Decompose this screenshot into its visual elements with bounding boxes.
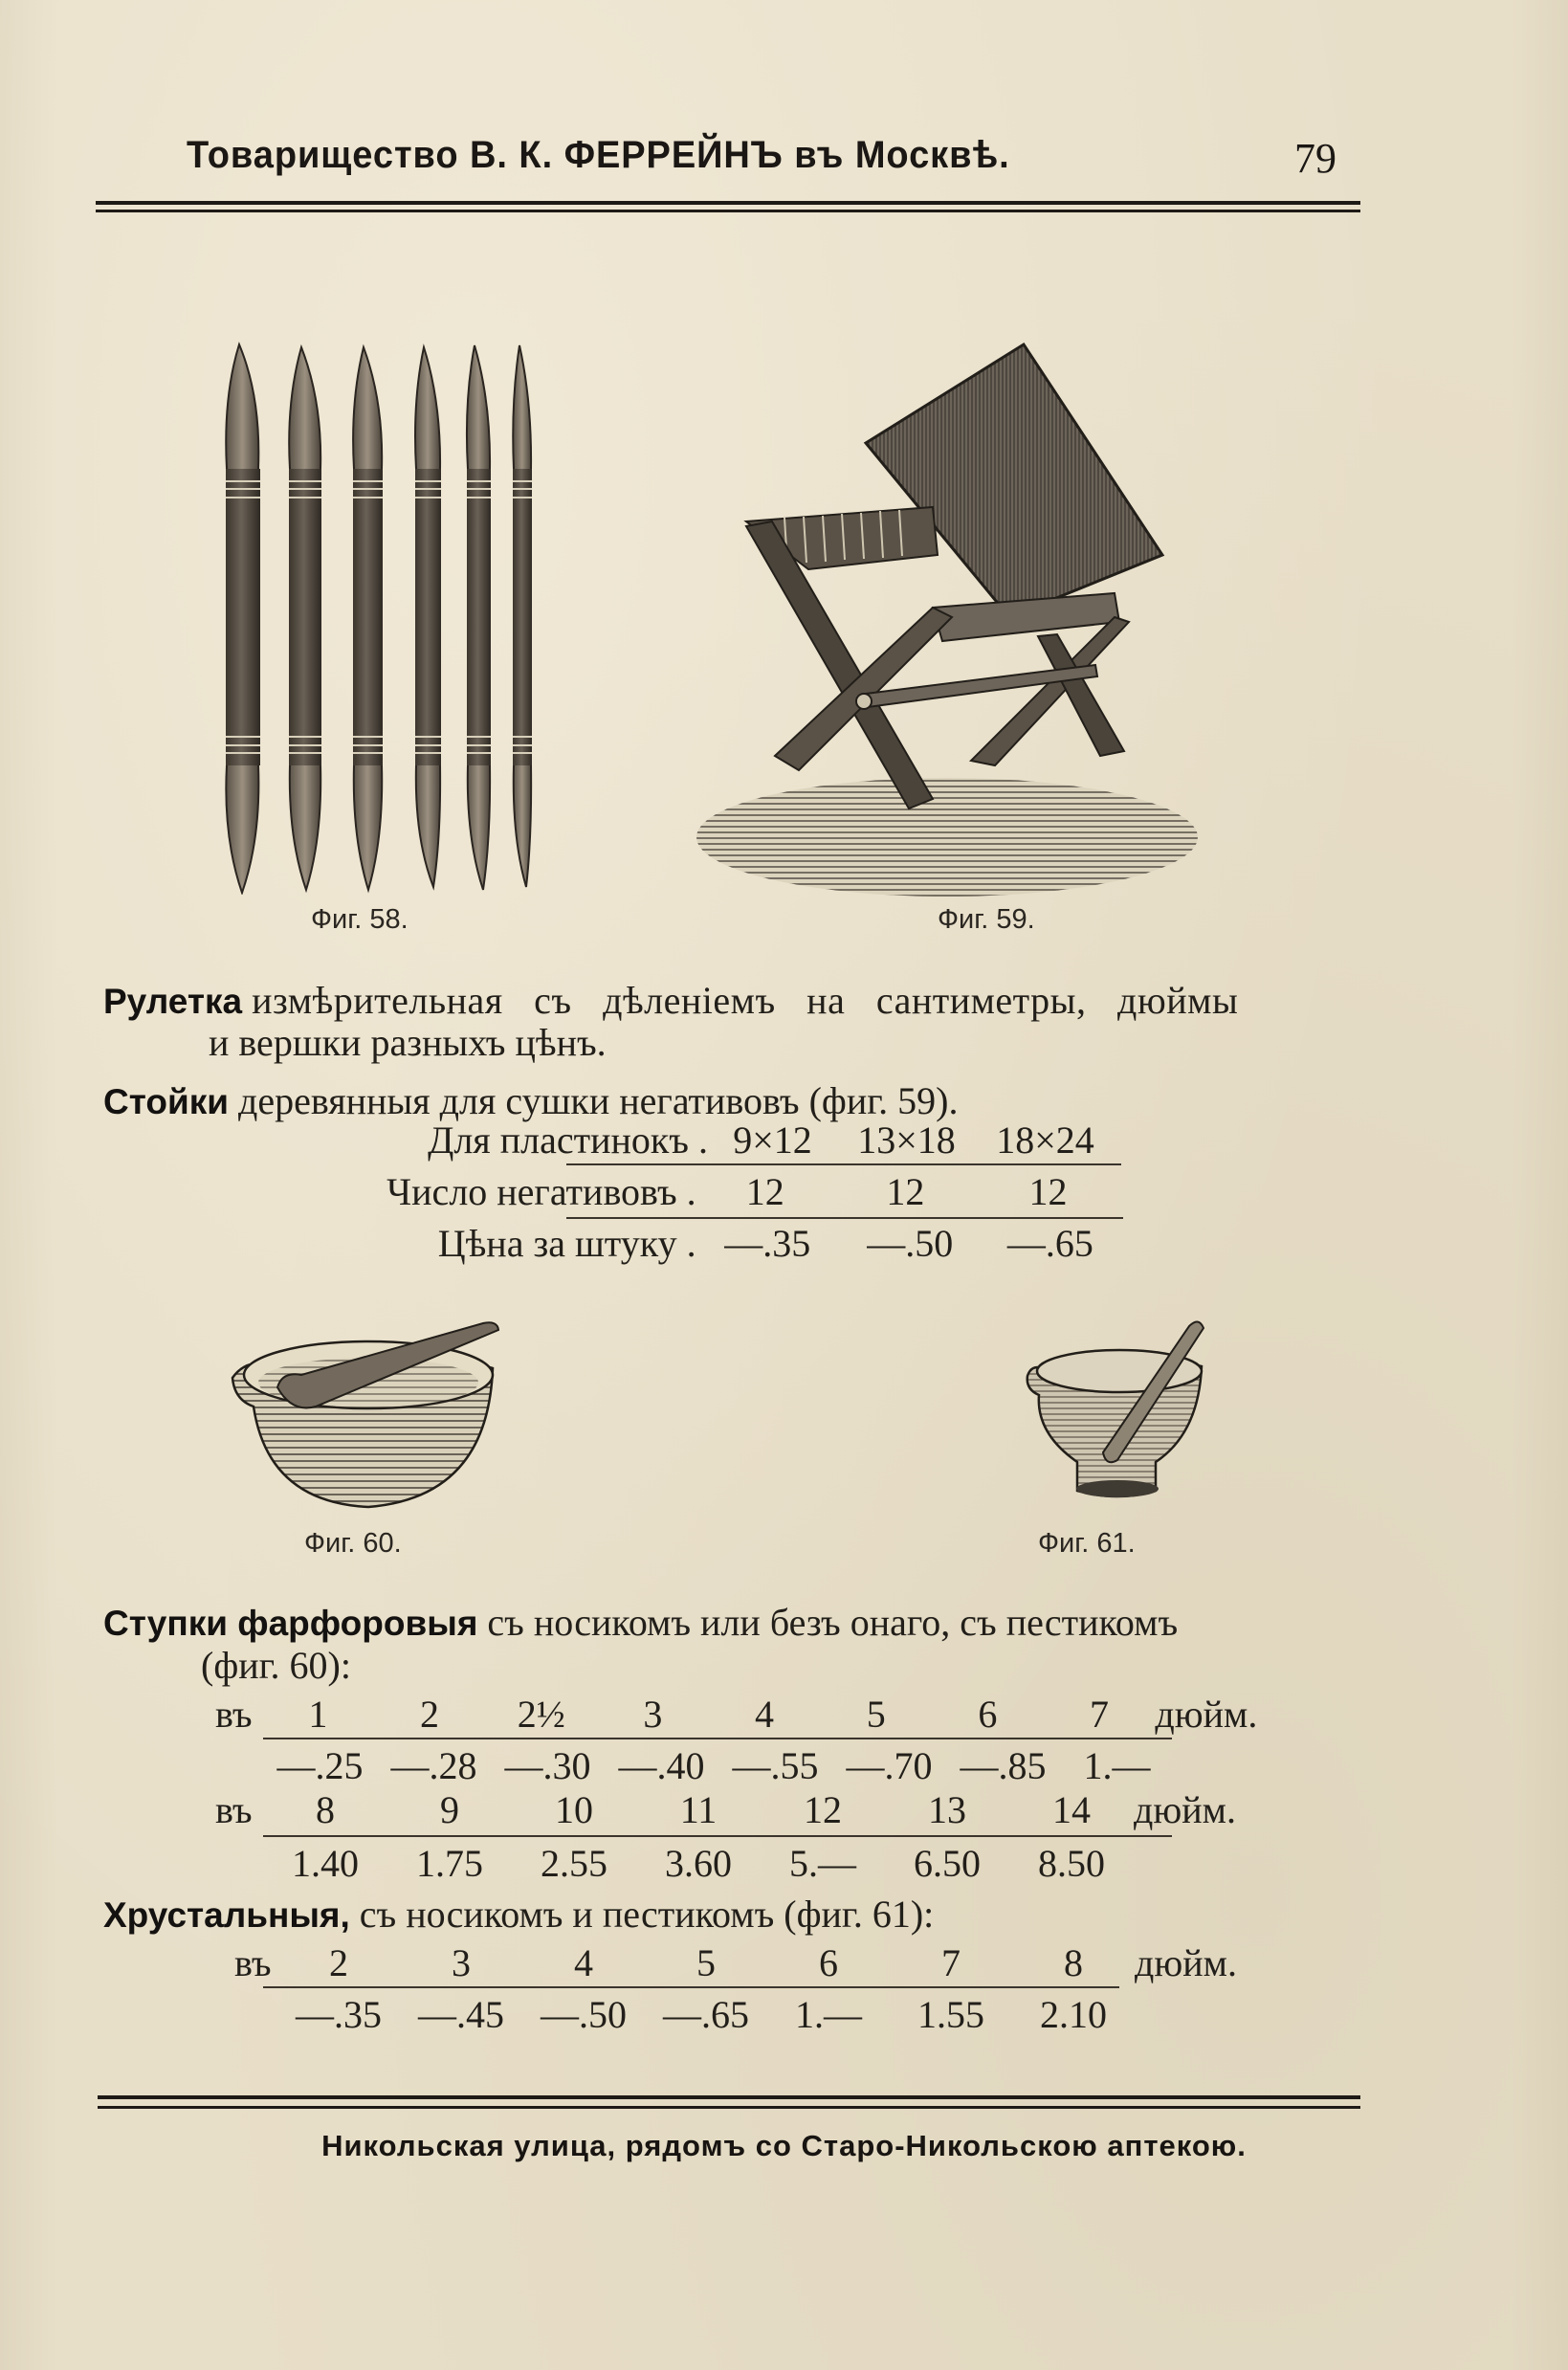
- tape-measure-description: измѣрительная съ дѣленіемъ на сантиметры, дюймы: [252, 979, 1239, 1022]
- table-cell: 11: [679, 1788, 718, 1831]
- table-row: [215, 1743, 1268, 1787]
- table-cell: 1.55: [917, 1993, 984, 2036]
- porcelain-mortars-lead: Ступки фарфоровыя: [103, 1604, 478, 1643]
- table-rule: [263, 1738, 1172, 1739]
- table-cell: 8: [1064, 1941, 1083, 1984]
- table-cell: 1: [308, 1693, 328, 1736]
- table-cell: 9: [440, 1788, 459, 1831]
- crystal-mortars-table: [234, 1940, 1268, 2036]
- table-cell: 12: [1028, 1170, 1068, 1213]
- figure-59-caption: Фиг. 59.: [938, 904, 1035, 935]
- table-row: [234, 1940, 1268, 1986]
- figure-61-caption: Фиг. 61.: [1038, 1528, 1136, 1559]
- tape-measure-lead: Рулетка: [103, 982, 243, 1021]
- racks-price-table: [316, 1118, 1119, 1269]
- racks-description: деревянныя для сушки негативовъ (фиг. 59).: [237, 1079, 959, 1122]
- size-prefix: въ: [215, 1788, 253, 1831]
- table-cell: —.35: [296, 1993, 382, 2036]
- table-rule: [263, 1835, 1172, 1837]
- footer-address: Никольская улица, рядомъ со Старо-Никольскою аптекою.: [321, 2129, 1247, 2162]
- porcelain-mortars-line-2: (фиг. 60):: [201, 1644, 351, 1687]
- porcelain-mortars-table: [215, 1692, 1268, 1885]
- table-cell: 12: [804, 1788, 842, 1831]
- table-cell: —.65: [663, 1993, 749, 2036]
- table-cell: 2½: [517, 1693, 565, 1736]
- figure-58: [215, 340, 541, 895]
- table-row: [234, 1992, 1268, 2036]
- table-cell: 3: [643, 1693, 663, 1736]
- size-unit: дюйм.: [1135, 1941, 1237, 1984]
- table-cell: —.30: [504, 1744, 591, 1787]
- table-cell: —.50: [541, 1993, 627, 2036]
- crystal-mortar-icon: [1022, 1318, 1213, 1510]
- tool-3: [353, 347, 383, 890]
- table-cell: 18×24: [996, 1119, 1094, 1162]
- table-cell: 13: [928, 1788, 966, 1831]
- spacer: [215, 1743, 263, 1787]
- table-cell: 6: [978, 1693, 998, 1736]
- figure-60: [225, 1316, 521, 1526]
- table-row: [215, 1787, 1268, 1835]
- table-cell: —.28: [390, 1744, 477, 1787]
- glass-plate: [866, 344, 1162, 617]
- tape-measure-paragraph: [103, 978, 1238, 1023]
- tool-5: [467, 345, 491, 890]
- crystal-mortars-description: съ носикомъ и пестикомъ (фиг. 61):: [359, 1893, 935, 1936]
- porcelain-mortar-icon: [225, 1316, 521, 1526]
- footer-double-rule: [98, 2095, 1360, 2109]
- table-cell: 14: [1052, 1788, 1091, 1831]
- table-cell: 8: [316, 1788, 335, 1831]
- pivot-bolt: [856, 694, 872, 709]
- table-cell: 2.10: [1040, 1993, 1107, 2036]
- row-label: Для пластинокъ .: [428, 1119, 708, 1162]
- page-number: 79: [1294, 135, 1336, 182]
- porcelain-mortars-paragraph: [103, 1600, 1178, 1645]
- porcelain-mortars-description: съ носикомъ или безъ онаго, съ пестикомъ: [487, 1601, 1179, 1644]
- table-cell: —.40: [618, 1744, 705, 1787]
- tool-6: [513, 345, 532, 887]
- spacer: [234, 1992, 277, 2036]
- racks-paragraph: [103, 1078, 958, 1123]
- drawing-tools-icon: [215, 340, 541, 895]
- table-cell: 7: [941, 1941, 961, 1984]
- crystal-mortars-lead: Хрустальныя,: [103, 1895, 350, 1935]
- running-header-title: Товарищество В. К. ФЕРРЕЙНЪ въ Москвѣ.: [187, 134, 1010, 176]
- negative-drying-rack-icon: [694, 330, 1201, 904]
- table-rule: [263, 1986, 1119, 1988]
- table-row: [316, 1118, 1119, 1163]
- tool-1: [226, 344, 260, 893]
- table-cell: 6: [819, 1941, 838, 1984]
- tape-measure-line-2: и вершки разныхъ цѣнъ.: [209, 1021, 607, 1064]
- table-cell: 10: [555, 1788, 593, 1831]
- table-cell: —.25: [276, 1744, 364, 1787]
- size-unit: дюйм.: [1134, 1788, 1236, 1831]
- table-cell: 1.—: [795, 1993, 862, 2036]
- table-cell: 8.50: [1038, 1842, 1105, 1885]
- table-row: [316, 1169, 1119, 1217]
- table-cell: 4: [755, 1693, 775, 1736]
- table-cell: —.55: [732, 1744, 819, 1787]
- tool-2: [289, 347, 321, 890]
- figure-61: [1022, 1318, 1213, 1510]
- figure-59: [694, 330, 1201, 904]
- table-row: [316, 1221, 1119, 1269]
- table-cell: 5.—: [789, 1842, 856, 1885]
- tool-4: [415, 347, 441, 887]
- table-cell: —.35: [724, 1222, 811, 1265]
- table-cell: —.65: [1006, 1222, 1093, 1265]
- crystal-mortars-paragraph: [103, 1892, 934, 1937]
- size-unit: дюйм.: [1155, 1693, 1258, 1736]
- table-cell: 13×18: [857, 1119, 956, 1162]
- table-cell: 1.75: [416, 1842, 483, 1885]
- table-rule: [566, 1217, 1123, 1219]
- table-cell: 3: [452, 1941, 471, 1984]
- figure-58-caption: Фиг. 58.: [311, 904, 409, 935]
- table-cell: 12: [886, 1170, 925, 1213]
- table-cell: 1.40: [292, 1842, 359, 1885]
- table-rule: [566, 1163, 1121, 1165]
- table-row: [215, 1692, 1268, 1738]
- table-cell: 4: [574, 1941, 593, 1984]
- table-cell: —.85: [960, 1744, 1047, 1787]
- table-row: [215, 1841, 1268, 1885]
- table-cell: 6.50: [914, 1842, 981, 1885]
- racks-lead: Стойки: [103, 1082, 229, 1121]
- row-label: Цѣна за штуку .: [437, 1222, 696, 1265]
- size-prefix: въ: [215, 1693, 253, 1736]
- header-double-rule: [96, 201, 1360, 212]
- table-cell: 1.—: [1083, 1744, 1151, 1787]
- table-cell: 5: [866, 1693, 886, 1736]
- figure-60-caption: Фиг. 60.: [304, 1528, 402, 1559]
- table-cell: 3.60: [665, 1842, 732, 1885]
- table-cell: 2.55: [541, 1842, 607, 1885]
- floor-shadow: [696, 778, 1198, 897]
- size-prefix: въ: [234, 1941, 272, 1984]
- table-cell: 9×12: [733, 1119, 812, 1162]
- row-label: Число негативовъ .: [386, 1170, 696, 1213]
- table-cell: 12: [745, 1170, 784, 1213]
- table-cell: 2: [420, 1693, 440, 1736]
- table-cell: —.70: [846, 1744, 933, 1787]
- spacer: [215, 1841, 263, 1885]
- table-cell: 7: [1090, 1693, 1110, 1736]
- table-cell: —.50: [867, 1222, 954, 1265]
- table-cell: 2: [329, 1941, 348, 1984]
- table-cell: 5: [696, 1941, 716, 1984]
- table-cell: —.45: [418, 1993, 504, 2036]
